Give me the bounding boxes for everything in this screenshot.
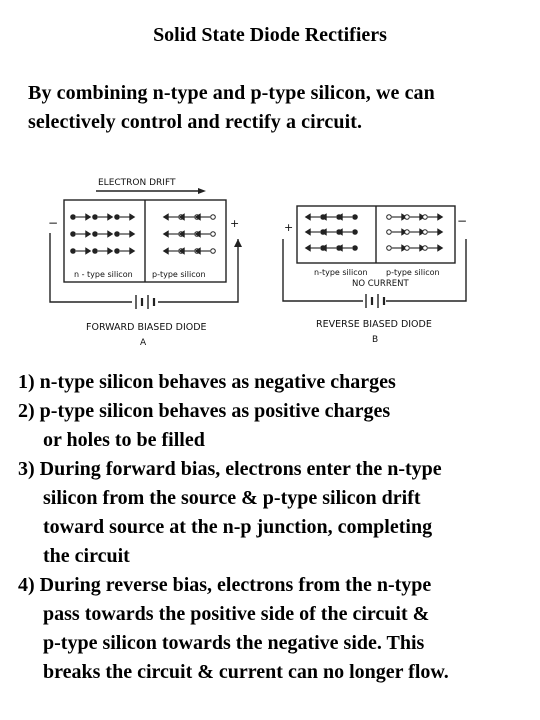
list-item-line: or holes to be filled xyxy=(43,429,205,451)
charge-arrowhead xyxy=(306,215,310,220)
charge-arrowhead xyxy=(164,215,168,220)
page-title: Solid State Diode Rectifiers xyxy=(153,24,387,46)
charge-arrowhead xyxy=(438,246,442,251)
charge-arrowhead xyxy=(164,249,168,254)
diode-a-p-label: p-type silicon xyxy=(152,270,206,279)
list-item-line: 4) During reverse bias, electrons from the n-type xyxy=(18,574,432,596)
electron-dot xyxy=(353,215,358,220)
diode-b-holes xyxy=(387,215,442,251)
hole-circle xyxy=(211,215,216,220)
list-item-line: toward source at the n-p junction, completing xyxy=(43,516,433,538)
charge-arrowhead xyxy=(306,230,310,235)
electron-drift-arrowhead xyxy=(198,188,206,194)
electron-dot xyxy=(71,232,76,237)
charge-arrowhead xyxy=(108,215,112,220)
hole-circle xyxy=(387,230,392,235)
diode-b-battery xyxy=(366,294,384,308)
diode-b-electrons xyxy=(306,215,357,251)
hole-circle xyxy=(423,215,428,220)
list-item-4 xyxy=(18,571,533,687)
list-item-3 xyxy=(18,455,533,571)
charge-arrowhead xyxy=(164,232,168,237)
charge-arrowhead xyxy=(86,249,90,254)
hole-circle xyxy=(211,232,216,237)
charge-arrowhead xyxy=(130,232,134,237)
list-item-line: breaks the circuit & current can no longer flow. xyxy=(43,661,449,683)
diode-a-electrons xyxy=(71,215,134,254)
charge-arrowhead xyxy=(86,215,90,220)
hole-circle xyxy=(211,249,216,254)
explanation-list xyxy=(18,368,533,687)
hole-circle xyxy=(387,215,392,220)
hole-circle xyxy=(405,215,410,220)
electron-dot xyxy=(353,246,358,251)
electron-dot xyxy=(93,232,98,237)
diode-a-wire-arrowhead xyxy=(234,239,242,247)
diode-b-n-label: n-type silicon xyxy=(314,268,368,277)
diode-b-no-current-label: NO CURRENT xyxy=(352,279,409,289)
diode-b-plus-sign: + xyxy=(284,221,294,234)
diode-a-left-wire xyxy=(50,233,132,302)
hole-circle xyxy=(423,246,428,251)
charge-arrowhead xyxy=(438,215,442,220)
diode-a-n-label: n - type silicon xyxy=(74,270,133,279)
diode-diagram-figure xyxy=(20,155,520,365)
diode-a-caption: FORWARD BIASED DIODE xyxy=(86,322,207,333)
diode-a-holes xyxy=(164,215,215,254)
diode-b-minus-sign: − xyxy=(457,214,468,228)
diode-b-p-label: p-type silicon xyxy=(386,268,440,277)
list-item-line: silicon from the source & p-type silicon drift xyxy=(43,487,421,509)
list-item-line: the circuit xyxy=(43,545,130,567)
list-item-1 xyxy=(18,368,533,397)
diode-a-battery xyxy=(136,295,154,309)
electron-dot xyxy=(353,230,358,235)
list-item-line: pass towards the positive side of the circuit & xyxy=(43,603,430,625)
charge-arrowhead xyxy=(306,246,310,251)
electron-dot xyxy=(115,215,120,220)
hole-circle xyxy=(387,246,392,251)
electron-dot xyxy=(93,215,98,220)
diode-b-letter: B xyxy=(372,335,379,345)
forward-biased-diagram xyxy=(48,178,242,348)
list-item-line: 1) n-type silicon behaves as negative charges xyxy=(18,371,396,393)
diode-b-caption: REVERSE BIASED DIODE xyxy=(316,319,432,330)
charge-arrowhead xyxy=(130,249,134,254)
intro-line: selectively control and rectify a circuit. xyxy=(28,111,363,133)
list-item-line: 2) p-type silicon behaves as positive charges xyxy=(18,400,391,422)
intro-line: By combining n-type and p-type silicon, we can xyxy=(28,82,435,104)
electron-dot xyxy=(115,249,120,254)
charge-arrowhead xyxy=(438,230,442,235)
hole-circle xyxy=(405,246,410,251)
charge-arrowhead xyxy=(86,232,90,237)
intro-paragraph xyxy=(28,79,528,137)
electron-dot xyxy=(93,249,98,254)
electron-dot xyxy=(71,215,76,220)
electron-dot xyxy=(115,232,120,237)
diode-a-plus-sign: + xyxy=(230,217,240,230)
list-item-line: 3) During forward bias, electrons enter the n-type xyxy=(18,458,442,480)
diode-a-letter: A xyxy=(140,338,147,348)
reverse-biased-diagram xyxy=(283,206,467,345)
list-item-2 xyxy=(18,397,533,455)
charge-arrowhead xyxy=(108,249,112,254)
hole-circle xyxy=(405,230,410,235)
charge-arrowhead xyxy=(108,232,112,237)
hole-circle xyxy=(423,230,428,235)
list-item-line: p-type silicon towards the negative side. This xyxy=(43,632,425,654)
electron-dot xyxy=(71,249,76,254)
diode-a-minus-sign: − xyxy=(48,216,59,230)
charge-arrowhead xyxy=(130,215,134,220)
electron-drift-label: ELECTRON DRIFT xyxy=(98,178,176,188)
diode-diagram xyxy=(20,155,520,365)
